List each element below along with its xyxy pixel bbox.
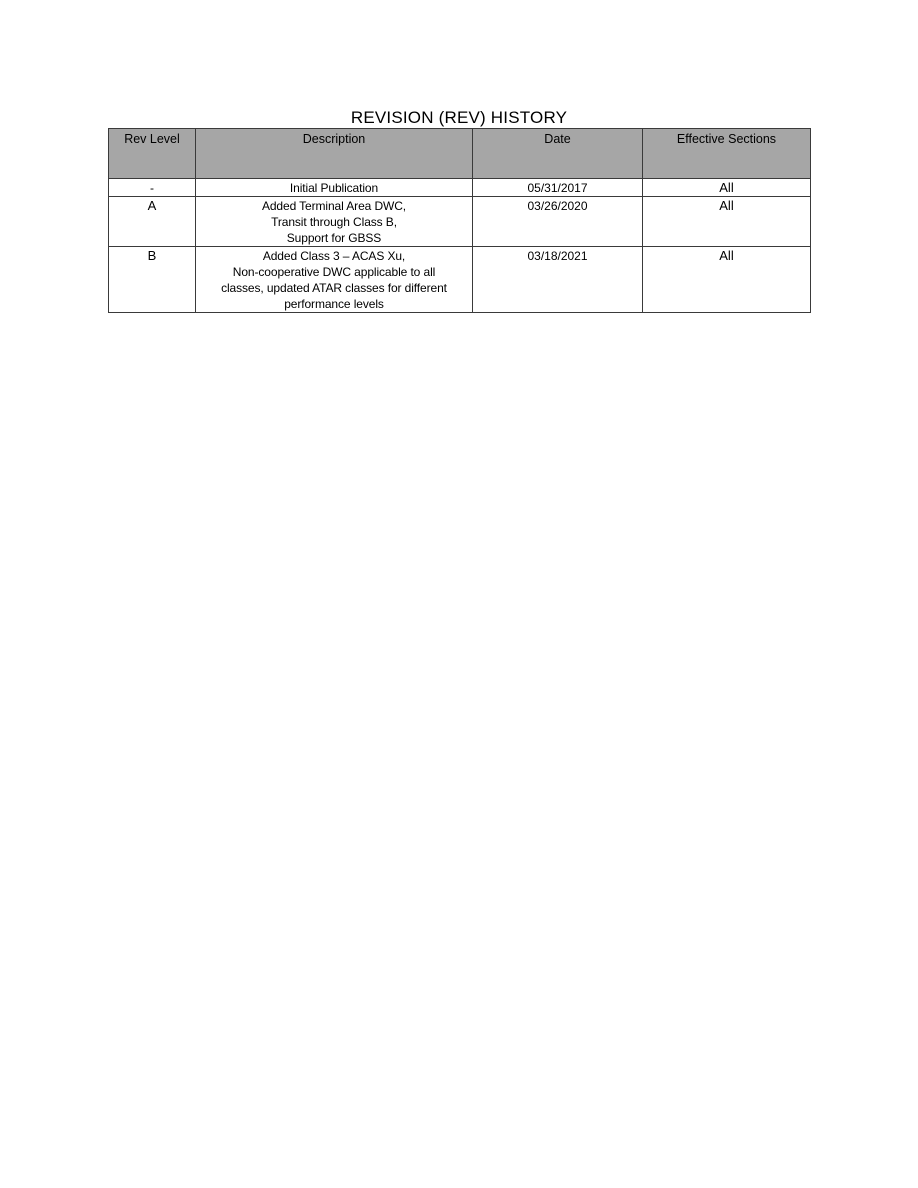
effective-sections-cell: All [643,247,811,313]
effective-sections-cell: All [643,197,811,247]
description-cell [196,197,473,247]
table-row [109,179,811,197]
description-line: Added Terminal Area DWC, [261,199,407,213]
header-rev-level: Rev Level [109,129,196,179]
header-date: Date [473,129,643,179]
description-cell [196,247,473,313]
header-effective-sections: Effective Sections [643,129,811,179]
description-line: Added Class 3 – ACAS Xu, [262,249,406,263]
revision-history-table [108,128,811,313]
table-header-row [109,129,811,179]
effective-sections-cell: All [643,179,811,197]
table-row [109,197,811,247]
description-cell [196,179,473,197]
description-line: Support for GBSS [286,231,382,245]
description-line: Non-cooperative DWC applicable to all [232,265,436,279]
rev-level-cell: A [109,197,196,247]
description-line: Transit through Class B, [271,215,397,229]
date-cell: 05/31/2017 [473,179,643,197]
description-line: performance levels [284,297,384,311]
page-title: REVISION (REV) HISTORY [350,108,568,127]
header-description: Description [196,129,473,179]
date-cell: 03/26/2020 [473,197,643,247]
date-cell: 03/18/2021 [473,247,643,313]
description-line: classes, updated ATAR classes for different [221,281,447,295]
rev-level-cell: - [109,179,196,197]
rev-level-cell: B [109,247,196,313]
description-line: Initial Publication [289,181,379,195]
table-row [109,247,811,313]
